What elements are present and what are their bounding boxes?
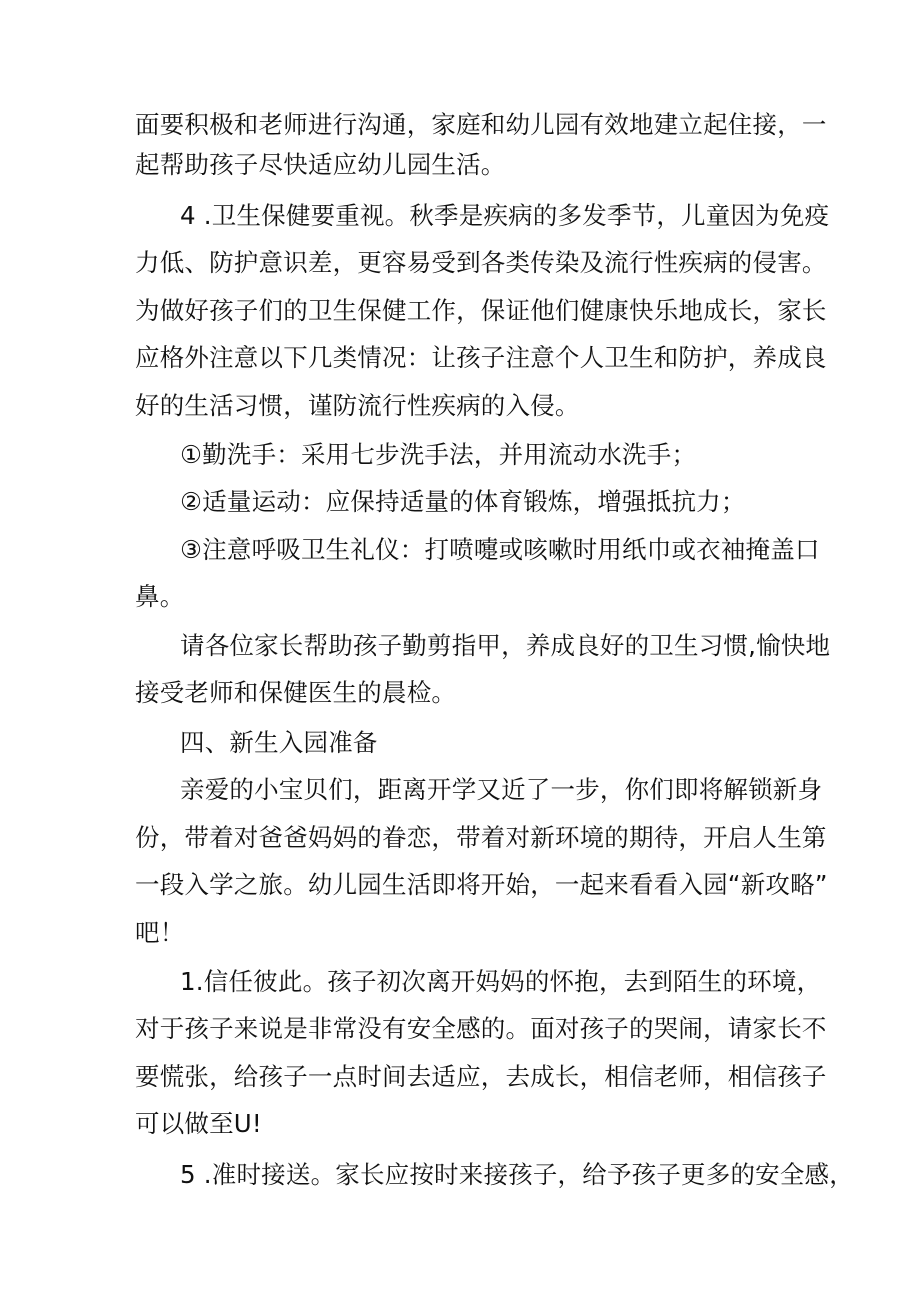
text-line: 1.信任彼此。孩子初次离开妈妈的怀抱，去到陌生的环境， [180,967,822,996]
text-line: ②适量运动：应保持适量的体育锻炼，增强抵抗力； [180,487,746,516]
text-line: 亲爱的小宝贝们，距离开学又近了一步，你们即将解锁新身 [180,775,823,804]
text-line: 4 .卫生保健要重视。秋季是疾病的多发季节，儿童因为免疫 [180,201,830,230]
text-line: 为做好孩子们的卫生保健工作，保证他们健康快乐地成长，家长 [135,296,827,325]
text-line: 要慌张，给孩子一点时间去适应，去成长，相信老师，相信孩子 [135,1062,827,1091]
text-line: 份，带着对爸爸妈妈的眷恋，带着对新环境的期待，开启人生第 [135,823,827,852]
text-line: 可以做至U! [135,1109,262,1138]
text-line: 吧！ [135,918,185,947]
text-line: ③注意呼吸卫生礼仪：打喷嚏或咳嗽时用纸巾或衣袖掩盖口 [180,535,820,564]
text-line: 一段入学之旅。幼儿园生活即将开始，一起来看看入园“新攻略” [135,870,828,899]
text-line: 力低、防护意识差，更容易受到各类传染及流行性疾病的侵害。 [135,248,827,277]
text-line: 应格外注意以下几类情况：让孩子注意个人卫生和防护，养成良 [135,343,827,372]
text-line: 接受老师和保健医生的晨检。 [135,678,457,707]
text-line: 起帮助孩子尽快适应幼儿园生活。 [135,150,506,179]
text-line: 对于孩子来说是非常没有安全感的。面对孩子的哭闹，请家长不 [135,1014,827,1043]
section-heading: 四、新生入园准备 [180,728,378,757]
text-line: 鼻。 [135,582,185,611]
text-line: 5 .准时接送。家长应按时来接孩子，给予孩子更多的安全感， [180,1160,854,1189]
text-line: 面要积极和老师进行沟通，家庭和幼儿园有效地建立起住接，一 [135,110,827,139]
text-line: 请各位家长帮助孩子勤剪指甲，养成良好的卫生习惯,愉快地 [180,631,831,660]
text-line: 好的生活习惯，谨防流行性疾病的入侵。 [135,391,580,420]
text-line: ①勤洗手：采用七步洗手法，并用流动水洗手； [180,440,697,469]
